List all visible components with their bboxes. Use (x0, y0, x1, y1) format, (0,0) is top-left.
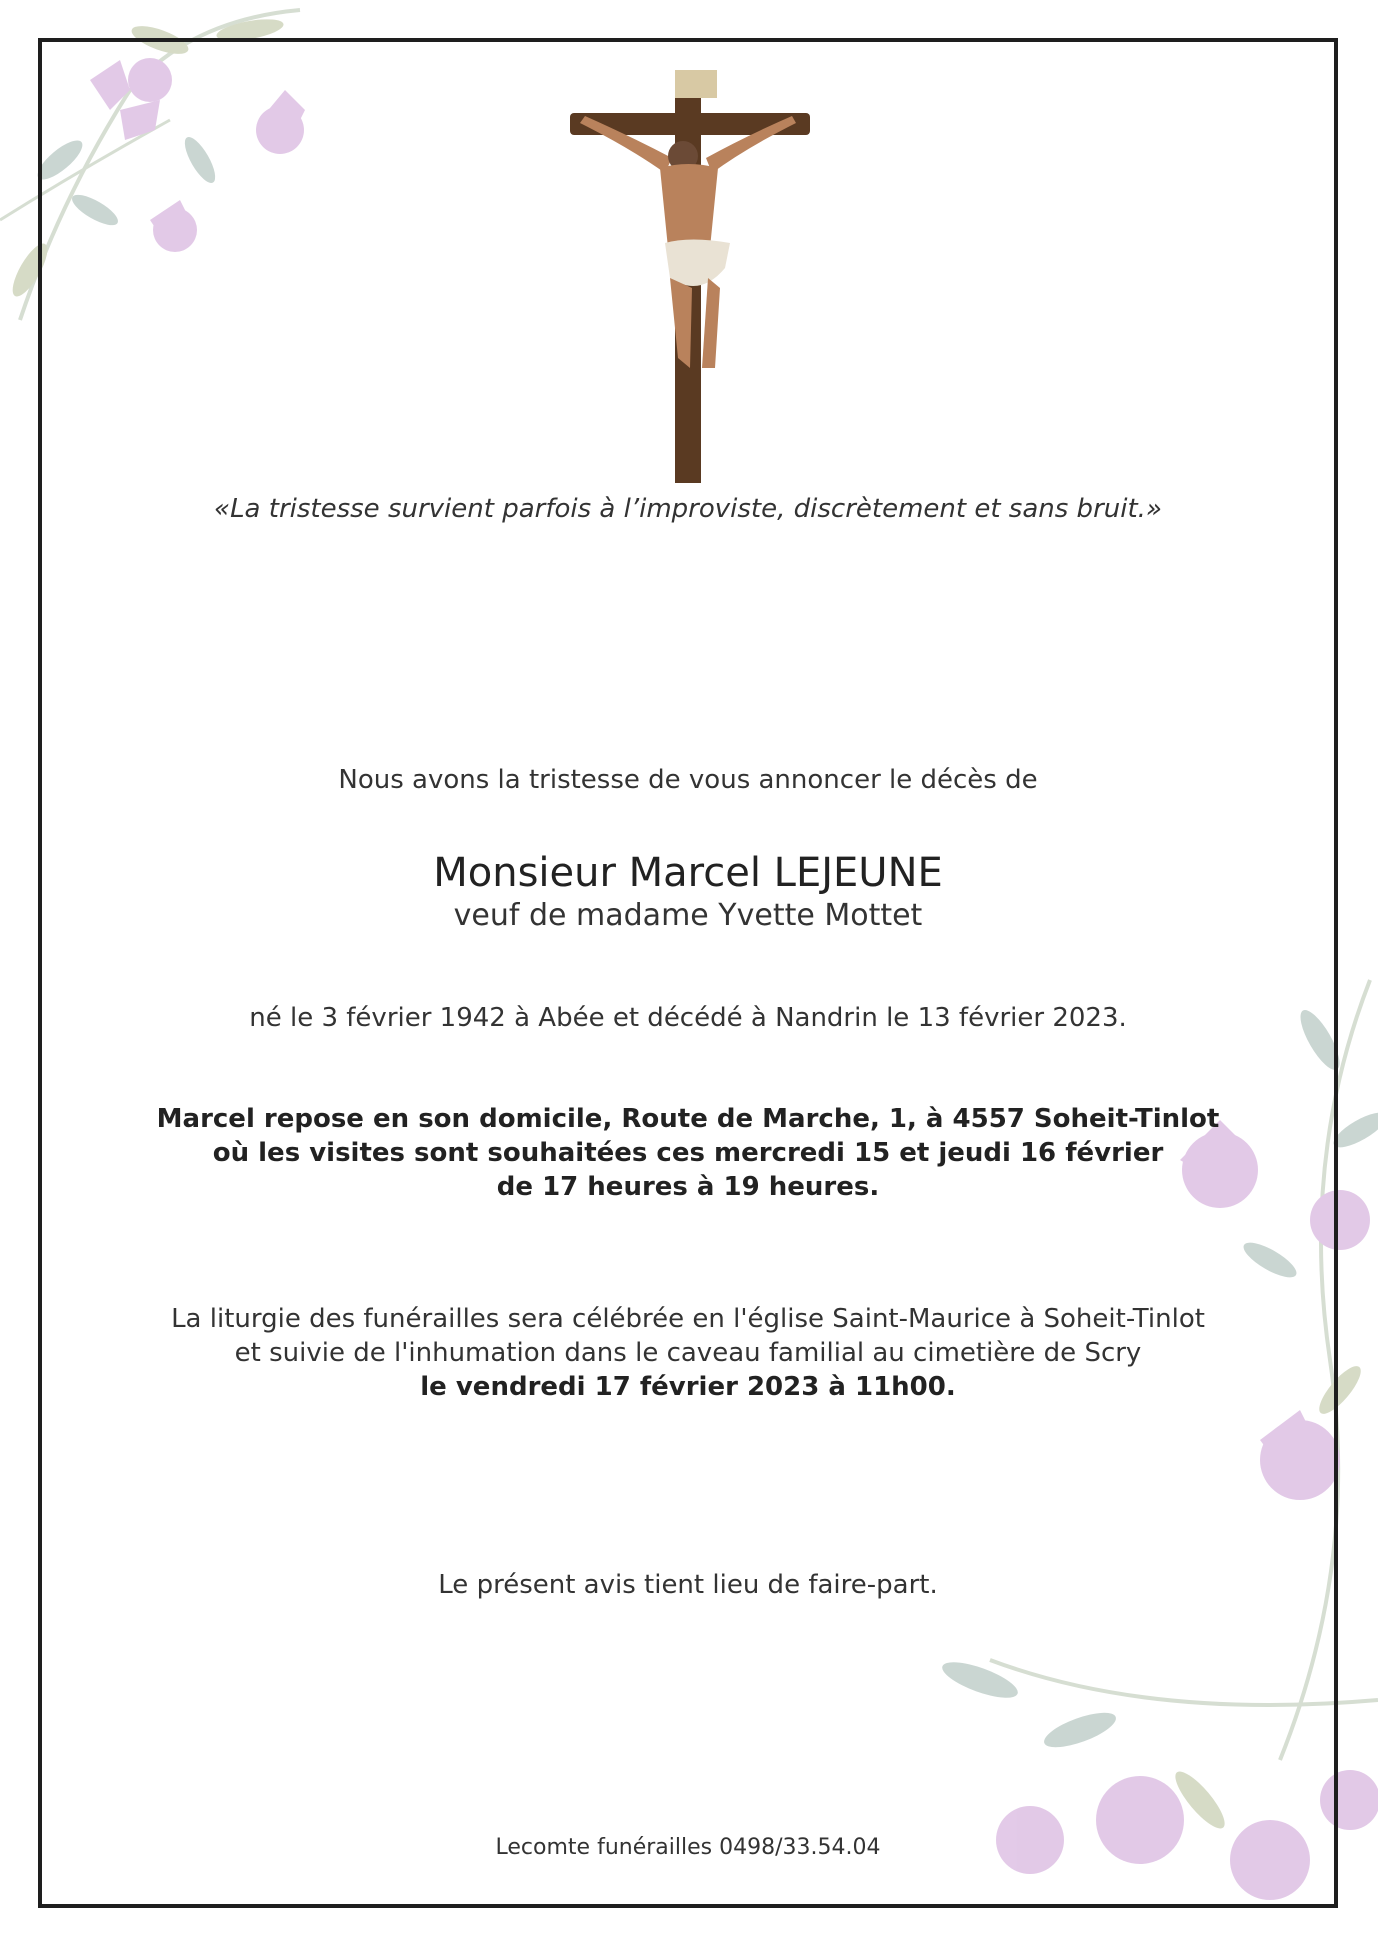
visitation-line-1: Marcel repose en son domicile, Route de Marche, 1, à 4557 Soheit-Tinlot (156, 1104, 1220, 1134)
funeral-line-1: La liturgie des funérailles sera célébrée en l'église Saint-Maurice à Soheit-Tinlot (171, 1304, 1205, 1334)
visitation-line-3: de 17 heures à 19 heures. (496, 1172, 880, 1202)
life-dates: né le 3 février 1942 à Abée et décédé à Nandrin le 13 février 2023. (249, 1003, 1127, 1033)
quote: «La tristesse survient parfois à l’improviste, discrètement et sans bruit.» (214, 494, 1162, 524)
announcement: Nous avons la tristesse de vous annoncer le décès de (338, 765, 1038, 795)
funeral-block (38, 1302, 1338, 1404)
visitation-line-2: où les visites sont souhaitées ces mercredi 15 et jeudi 16 février (212, 1138, 1164, 1168)
funeral-line-2: et suivie de l'inhumation dans le caveau familial au cimetière de Scry (234, 1338, 1142, 1368)
funeral-date: le vendredi 17 février 2023 à 11h00. (420, 1372, 956, 1402)
deceased-name: Monsieur Marcel LEJEUNE (433, 850, 943, 896)
visitation-block (38, 1102, 1338, 1204)
funeral-home-footer: Lecomte funérailles 0498/33.54.04 (495, 1835, 881, 1860)
notice: Le présent avis tient lieu de faire-part. (438, 1570, 938, 1600)
widow-of: veuf de madame Yvette Mottet (453, 898, 923, 933)
crucifix-icon (560, 68, 820, 483)
